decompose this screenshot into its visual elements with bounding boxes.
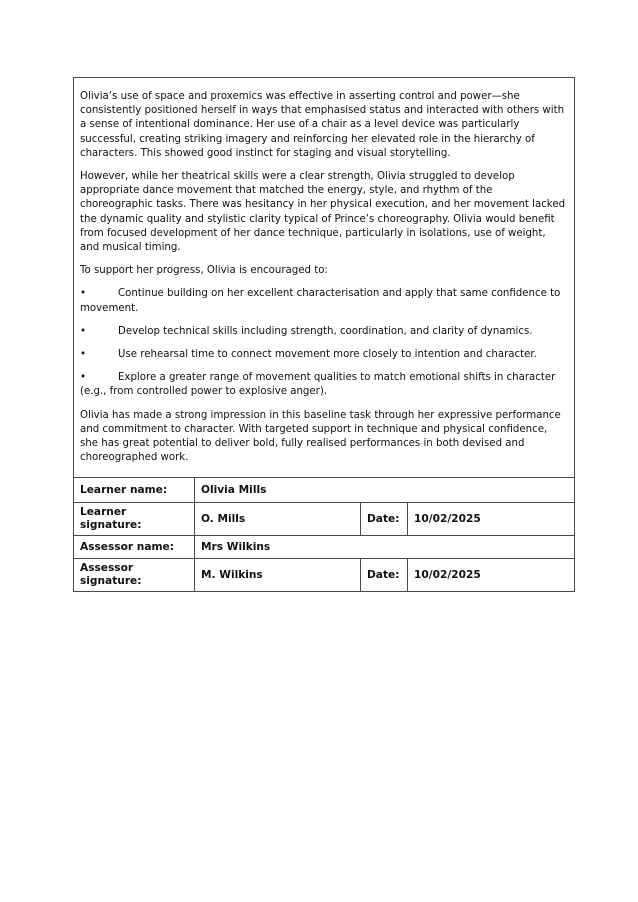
paragraph-conclusion: Olivia has made a strong impression in this baseline task through her expressive performance and commitment to character. With targeted support in technique and physical confidence, she has great potential to deliver bold, fully realised performances in both devised and choreographed work. xyxy=(80,409,561,464)
feedback-form xyxy=(73,77,575,592)
learner-signature-value: O. Mills xyxy=(195,503,361,536)
learner-signature-label: Learner signature: xyxy=(74,503,195,536)
learner-name-label: Learner name: xyxy=(74,478,195,503)
feedback-text xyxy=(74,78,574,477)
assessor-signature-label: Assessor signature: xyxy=(74,559,195,592)
table-row xyxy=(74,536,574,559)
paragraph-intro: To support her progress, Olivia is encouraged to: xyxy=(80,265,328,277)
bullet-icon: • xyxy=(80,325,87,337)
assessor-date-label: Date: xyxy=(361,559,408,592)
bullet-text: Use rehearsal time to connect movement more closely to intention and character. xyxy=(118,349,537,361)
table-row xyxy=(74,559,574,592)
assessor-signature-value: M. Wilkins xyxy=(195,559,361,592)
bullet-item xyxy=(80,371,568,399)
assessor-name-label: Assessor name: xyxy=(74,536,195,559)
assessor-name-value: Mrs Wilkins xyxy=(195,536,575,559)
table-row xyxy=(74,478,574,503)
paragraph-dance-movement: However, while her theatrical skills were a clear strength, Olivia struggled to develop appropriate dance movement that matched the energy, style, and rhythm of the choreographic tasks. There was hesitancy in her physical execution, and her movement lacked the dynamic quality and stylistic clarity typical of Prince’s choreography. Olivia would benefit from focused development of her dance technique, particularly in isolations, use of weight, and musical timing. xyxy=(80,171,566,254)
table-row xyxy=(74,503,574,536)
bullet-text: Develop technical skills including strength, coordination, and clarity of dynamics. xyxy=(118,325,533,337)
bullet-text: Explore a greater range of movement qualities to match emotional shifts in character (e.g., from controlled power to explosive anger). xyxy=(80,372,556,398)
paragraph-proxemics: Olivia’s use of space and proxemics was effective in asserting control and power—she consistently positioned herself in ways that emphasised status and interacted with others with a sense of intentional dominance. Her use of a chair as a level device was particularly successful, creating striking imagery and reinforcing her elevated role in the hierarchy of characters. This showed good instinct for staging and visual storytelling. xyxy=(80,91,565,159)
bullet-item xyxy=(80,325,568,339)
bullet-text: Continue building on her excellent characterisation and apply that same confidence to movement. xyxy=(80,288,561,314)
bullet-icon: • xyxy=(80,372,87,384)
learner-date-value: 10/02/2025 xyxy=(408,503,575,536)
bullet-item xyxy=(80,287,568,315)
assessor-date-value: 10/02/2025 xyxy=(408,559,575,592)
bullet-icon: • xyxy=(80,288,87,300)
bullet-item xyxy=(80,348,568,362)
bullet-icon: • xyxy=(80,349,87,361)
learner-name-value: Olivia Mills xyxy=(195,478,575,503)
learner-date-label: Date: xyxy=(361,503,408,536)
signoff-table xyxy=(74,477,574,591)
